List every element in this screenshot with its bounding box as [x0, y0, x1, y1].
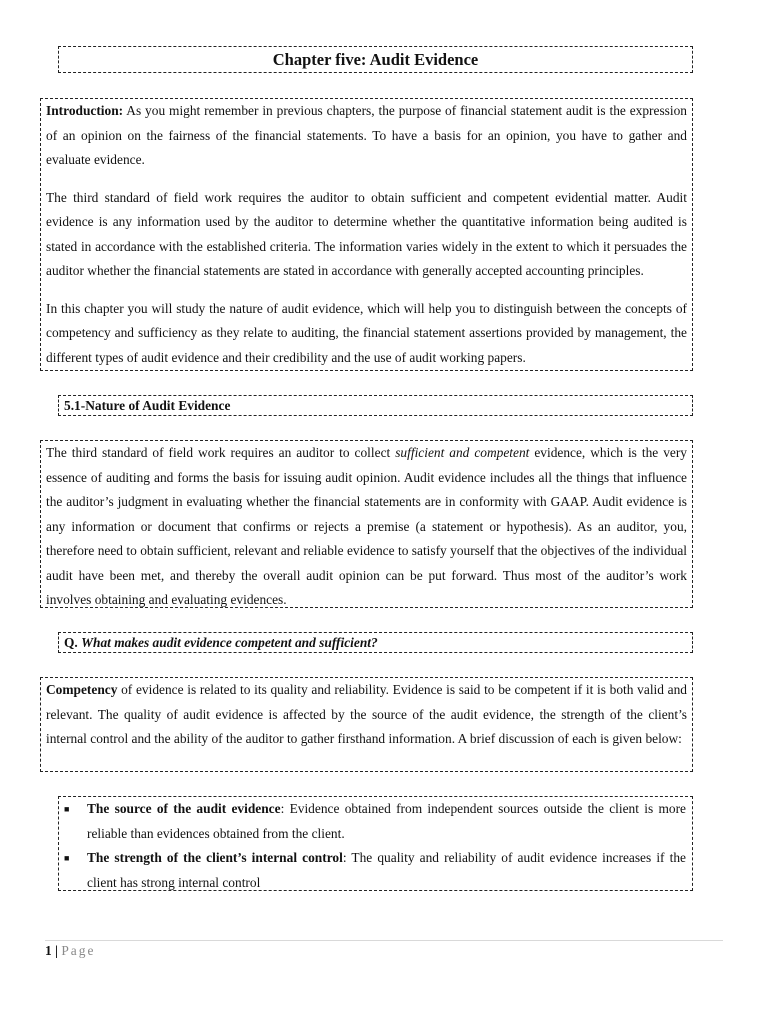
page-separator: |: [51, 943, 62, 958]
nature-text-italic: sufficient and competent: [395, 445, 530, 460]
quality-factors-box: [58, 796, 693, 891]
nature-text-start: The third standard of field work requires an auditor to collect: [46, 445, 396, 460]
chapter-title-box: [58, 46, 693, 73]
question-prefix: Q.: [64, 635, 82, 650]
question-text: What makes audit evidence competent and sufficient?: [81, 635, 378, 650]
quality-factors-list: [59, 797, 686, 895]
competency-paragraph: [46, 678, 687, 752]
page-footer: [45, 940, 723, 959]
list-item-text: : The quality and reliability of audit evidence increases if the client has strong internal control: [87, 850, 686, 890]
list-item-title: The strength of the client’s internal control: [87, 850, 343, 865]
competency-text: of evidence is related to its quality and reliability. Evidence is said to be competent if it is both valid and relevant. The quality of audit evidence is affected by the source of the audit evidence, the strength of the client’s internal control and the ability of the auditor to gather firsthand information. A brief discussion of each is given below:: [46, 682, 687, 746]
list-item-text: : Evidence obtained from independent sources outside the client is more reliable than evidences obtained from the client.: [87, 801, 686, 841]
intro-label: Introduction:: [46, 103, 124, 118]
list-item: [59, 846, 686, 895]
intro-paragraph-1: [46, 99, 687, 173]
intro-paragraph-1-text: As you might remember in previous chapters, the purpose of financial statement audit is the expression of an opinion on the fairness of the financial statements. To have a basis for an opinion, you have to gather and evaluate evidence.: [46, 103, 687, 167]
chapter-title: Chapter five: Audit Evidence: [272, 50, 479, 69]
list-item: [59, 797, 686, 846]
question-heading: [58, 632, 693, 653]
bullet-icon: ■: [64, 853, 70, 863]
competency-label: Competency: [46, 682, 118, 697]
list-item-title: The source of the audit evidence: [87, 801, 281, 816]
nature-paragraph: [46, 441, 687, 613]
competency-box: [40, 677, 693, 772]
introduction-box: [40, 98, 693, 371]
nature-text-end: evidence, which is the very essence of auditing and forms the basis for issuing audit opinion. Audit evidence includes all the things that influence the auditor’s judgment in evaluating whether the financial statements are in conformity with GAAP. Audit evidence is any information or document that confirms or rejects a premise (a statement or hypothesis). As an auditor, you, therefore need to obtain sufficient, relevant and reliable evidence to satisfy yourself that the objectives of the individual audit have been met, and thereby the overall audit opinion can be put forward. Thus most of the auditor’s work involves obtaining and evaluating evidences.: [46, 445, 687, 607]
intro-paragraph-3: In this chapter you will study the nature of audit evidence, which will help you to distinguish between the concepts of competency and sufficiency as they relate to auditing, the financial statement assertions provided by management, the different types of audit evidence and their credibility and the use of audit working papers.: [46, 300, 687, 365]
nature-of-evidence-box: [40, 440, 693, 608]
page-number: 1: [45, 943, 52, 958]
intro-paragraph-2: The third standard of field work requires the auditor to obtain sufficient and competent evidential matter. Audit evidence is any information used by the auditor to determine whether the quantitative information being audited is stated in accordance with the established criteria. The information varies widely in the extent to which it persuades the auditor whether the financial statements are stated in accordance with generally accepted accounting principles.: [46, 189, 687, 278]
page-label: Page: [61, 943, 96, 958]
section-heading-5-1: [58, 395, 693, 416]
section-heading-5-1-text: 5.1-Nature of Audit Evidence: [64, 398, 231, 413]
bullet-icon: ■: [64, 804, 70, 814]
